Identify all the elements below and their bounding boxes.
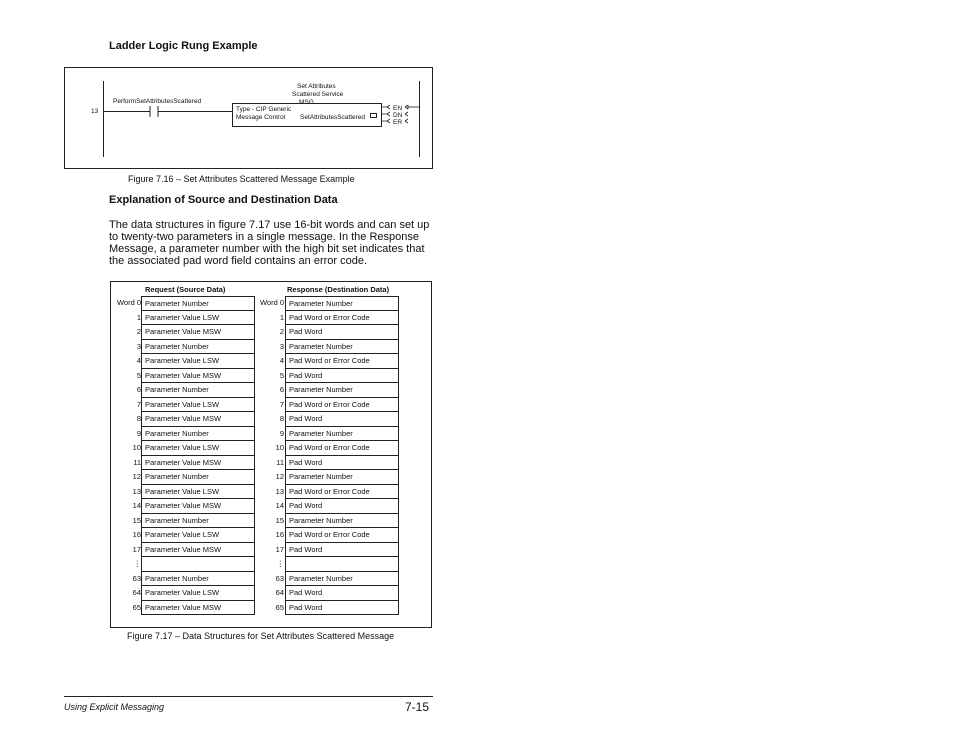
response-cell: Pad Word bbox=[285, 456, 399, 471]
word-number: 5 bbox=[279, 370, 284, 380]
msg-tag-text: SetAttributesScattered bbox=[300, 114, 366, 121]
request-cell: Parameter Value MSW bbox=[141, 369, 255, 384]
response-cell: Pad Word bbox=[285, 369, 399, 384]
word-number: Word 0 bbox=[259, 298, 284, 307]
output-en: EN bbox=[393, 105, 403, 112]
word-number: 15 bbox=[275, 515, 284, 525]
response-cell: Parameter Number bbox=[285, 470, 399, 485]
response-cell: Pad Word or Error Code bbox=[285, 398, 399, 413]
msg-title-line2: Scattered Service bbox=[292, 91, 344, 98]
request-cell: Parameter Value MSW bbox=[141, 543, 255, 558]
word-number: 13 bbox=[275, 486, 284, 496]
figure-7-16-caption: Figure 7.16 – Set Attributes Scattered Message Example bbox=[128, 174, 355, 184]
request-cell: Parameter Number bbox=[141, 383, 255, 398]
response-cell: Parameter Number bbox=[285, 514, 399, 529]
word-number: 64 bbox=[132, 588, 141, 597]
rung-wire-left bbox=[104, 111, 148, 112]
request-column-title: Request (Source Data) bbox=[145, 285, 226, 294]
word-number: 14 bbox=[132, 501, 141, 510]
page-number: 7-15 bbox=[405, 700, 430, 714]
word-number: 4 bbox=[136, 356, 141, 365]
request-cell: Parameter Number bbox=[141, 514, 255, 529]
word-number: 11 bbox=[133, 457, 141, 467]
request-cell: Parameter Value MSW bbox=[141, 601, 255, 616]
word-number: 65 bbox=[132, 602, 141, 612]
word-number: ⋮ bbox=[133, 559, 141, 568]
request-word-numbers bbox=[111, 296, 141, 615]
word-number: 11 bbox=[276, 457, 284, 467]
word-number: 10 bbox=[132, 443, 141, 452]
footer-rule bbox=[64, 696, 433, 697]
request-cell: Parameter Value LSW bbox=[141, 311, 255, 326]
request-cell bbox=[141, 557, 255, 572]
data-structures-figure bbox=[110, 281, 432, 628]
right-power-rail bbox=[419, 81, 420, 157]
response-column-title: Response (Destination Data) bbox=[287, 285, 390, 294]
section-heading: Ladder Logic Rung Example bbox=[109, 40, 258, 52]
request-cell: Parameter Number bbox=[141, 470, 255, 485]
response-cell: Pad Word or Error Code bbox=[285, 311, 399, 326]
request-cell: Parameter Value MSW bbox=[141, 499, 255, 514]
request-cell: Parameter Value LSW bbox=[141, 528, 255, 543]
request-cell: Parameter Value MSW bbox=[141, 325, 255, 340]
request-cell: Parameter Number bbox=[141, 296, 255, 311]
word-number: 16 bbox=[275, 530, 284, 539]
response-cell: Pad Word bbox=[285, 543, 399, 558]
response-cell: Pad Word bbox=[285, 325, 399, 340]
word-number: 12 bbox=[132, 472, 141, 481]
msg-type-text: Type - CIP Generic bbox=[236, 106, 292, 113]
msg-title-line1: Set Attributes bbox=[297, 83, 336, 90]
request-cell: Parameter Value LSW bbox=[141, 354, 255, 369]
word-number: 14 bbox=[275, 501, 284, 510]
request-cell: Parameter Value LSW bbox=[141, 441, 255, 456]
word-number: 4 bbox=[279, 356, 284, 365]
word-number: 9 bbox=[136, 428, 141, 438]
body-paragraph: The data structures in figure 7.17 use 16-bit words and can set up to twenty-two parameters in a single message. In the Response Message, a parameter number with the high bit set indicates that the associated pad word field contains an error code. bbox=[109, 219, 430, 267]
rung-number: 13 bbox=[91, 108, 99, 115]
word-number: 6 bbox=[136, 385, 141, 394]
word-number: 7 bbox=[279, 399, 284, 409]
msg-instruction-type: MSG bbox=[299, 99, 314, 106]
response-cell: Parameter Number bbox=[285, 340, 399, 355]
output-er: ER bbox=[393, 119, 403, 126]
word-number: 12 bbox=[275, 472, 284, 481]
msg-setup-box bbox=[370, 113, 377, 118]
response-cell: Pad Word bbox=[285, 601, 399, 616]
word-number: 9 bbox=[279, 428, 284, 438]
response-cell: Pad Word bbox=[285, 412, 399, 427]
request-data-cells bbox=[141, 296, 255, 615]
word-number: 2 bbox=[279, 327, 284, 336]
word-number: 17 bbox=[275, 544, 284, 554]
request-cell: Parameter Value LSW bbox=[141, 586, 255, 601]
word-number: ⋮ bbox=[276, 559, 284, 568]
word-number: 1 bbox=[279, 312, 284, 322]
response-cell: Parameter Number bbox=[285, 572, 399, 587]
response-word-numbers bbox=[254, 296, 284, 615]
word-number: 8 bbox=[279, 414, 284, 423]
examine-on-contact-icon bbox=[147, 105, 161, 118]
rung-wire-mid bbox=[161, 111, 232, 112]
word-number: 2 bbox=[136, 327, 141, 336]
word-number: 1 bbox=[136, 312, 141, 322]
response-cell: Pad Word or Error Code bbox=[285, 354, 399, 369]
request-cell: Parameter Number bbox=[141, 427, 255, 442]
word-number: 6 bbox=[279, 385, 284, 394]
word-number: 17 bbox=[132, 544, 141, 554]
request-cell: Parameter Number bbox=[141, 340, 255, 355]
word-number: 64 bbox=[275, 588, 284, 597]
response-cell: Parameter Number bbox=[285, 383, 399, 398]
response-cell: Parameter Number bbox=[285, 296, 399, 311]
word-number: 8 bbox=[136, 414, 141, 423]
word-number: 13 bbox=[132, 486, 141, 496]
response-cell: Pad Word or Error Code bbox=[285, 441, 399, 456]
response-cell: Pad Word bbox=[285, 499, 399, 514]
footer-section-title: Using Explicit Messaging bbox=[64, 702, 165, 712]
word-number: 63 bbox=[132, 573, 141, 583]
output-dn: DN bbox=[393, 112, 403, 119]
subheading: Explanation of Source and Destination Data bbox=[109, 194, 338, 206]
word-number: Word 0 bbox=[116, 298, 141, 307]
left-power-rail bbox=[103, 81, 104, 157]
word-number: 3 bbox=[136, 341, 141, 351]
response-cell: Pad Word or Error Code bbox=[285, 528, 399, 543]
word-number: 7 bbox=[136, 399, 141, 409]
request-cell: Parameter Value LSW bbox=[141, 398, 255, 413]
request-cell: Parameter Value MSW bbox=[141, 456, 255, 471]
word-number: 65 bbox=[275, 602, 284, 612]
response-cell: Parameter Number bbox=[285, 427, 399, 442]
response-cell: Pad Word or Error Code bbox=[285, 485, 399, 500]
response-data-cells bbox=[285, 296, 399, 615]
word-number: 63 bbox=[275, 573, 284, 583]
word-number: 16 bbox=[132, 530, 141, 539]
msg-instruction-box bbox=[232, 103, 382, 127]
msg-control-text: Message Control bbox=[236, 114, 286, 121]
response-cell: Pad Word bbox=[285, 586, 399, 601]
response-cell bbox=[285, 557, 399, 572]
word-number: 10 bbox=[275, 443, 284, 452]
word-number: 3 bbox=[279, 341, 284, 351]
request-cell: Parameter Number bbox=[141, 572, 255, 587]
contact-label: PerformSetAttributesScattered bbox=[113, 98, 202, 105]
request-cell: Parameter Value LSW bbox=[141, 485, 255, 500]
request-cell: Parameter Value MSW bbox=[141, 412, 255, 427]
figure-7-17-caption: Figure 7.17 – Data Structures for Set Attributes Scattered Message bbox=[127, 631, 395, 641]
ladder-diagram bbox=[64, 67, 433, 169]
word-number: 5 bbox=[136, 370, 141, 380]
word-number: 15 bbox=[132, 515, 141, 525]
